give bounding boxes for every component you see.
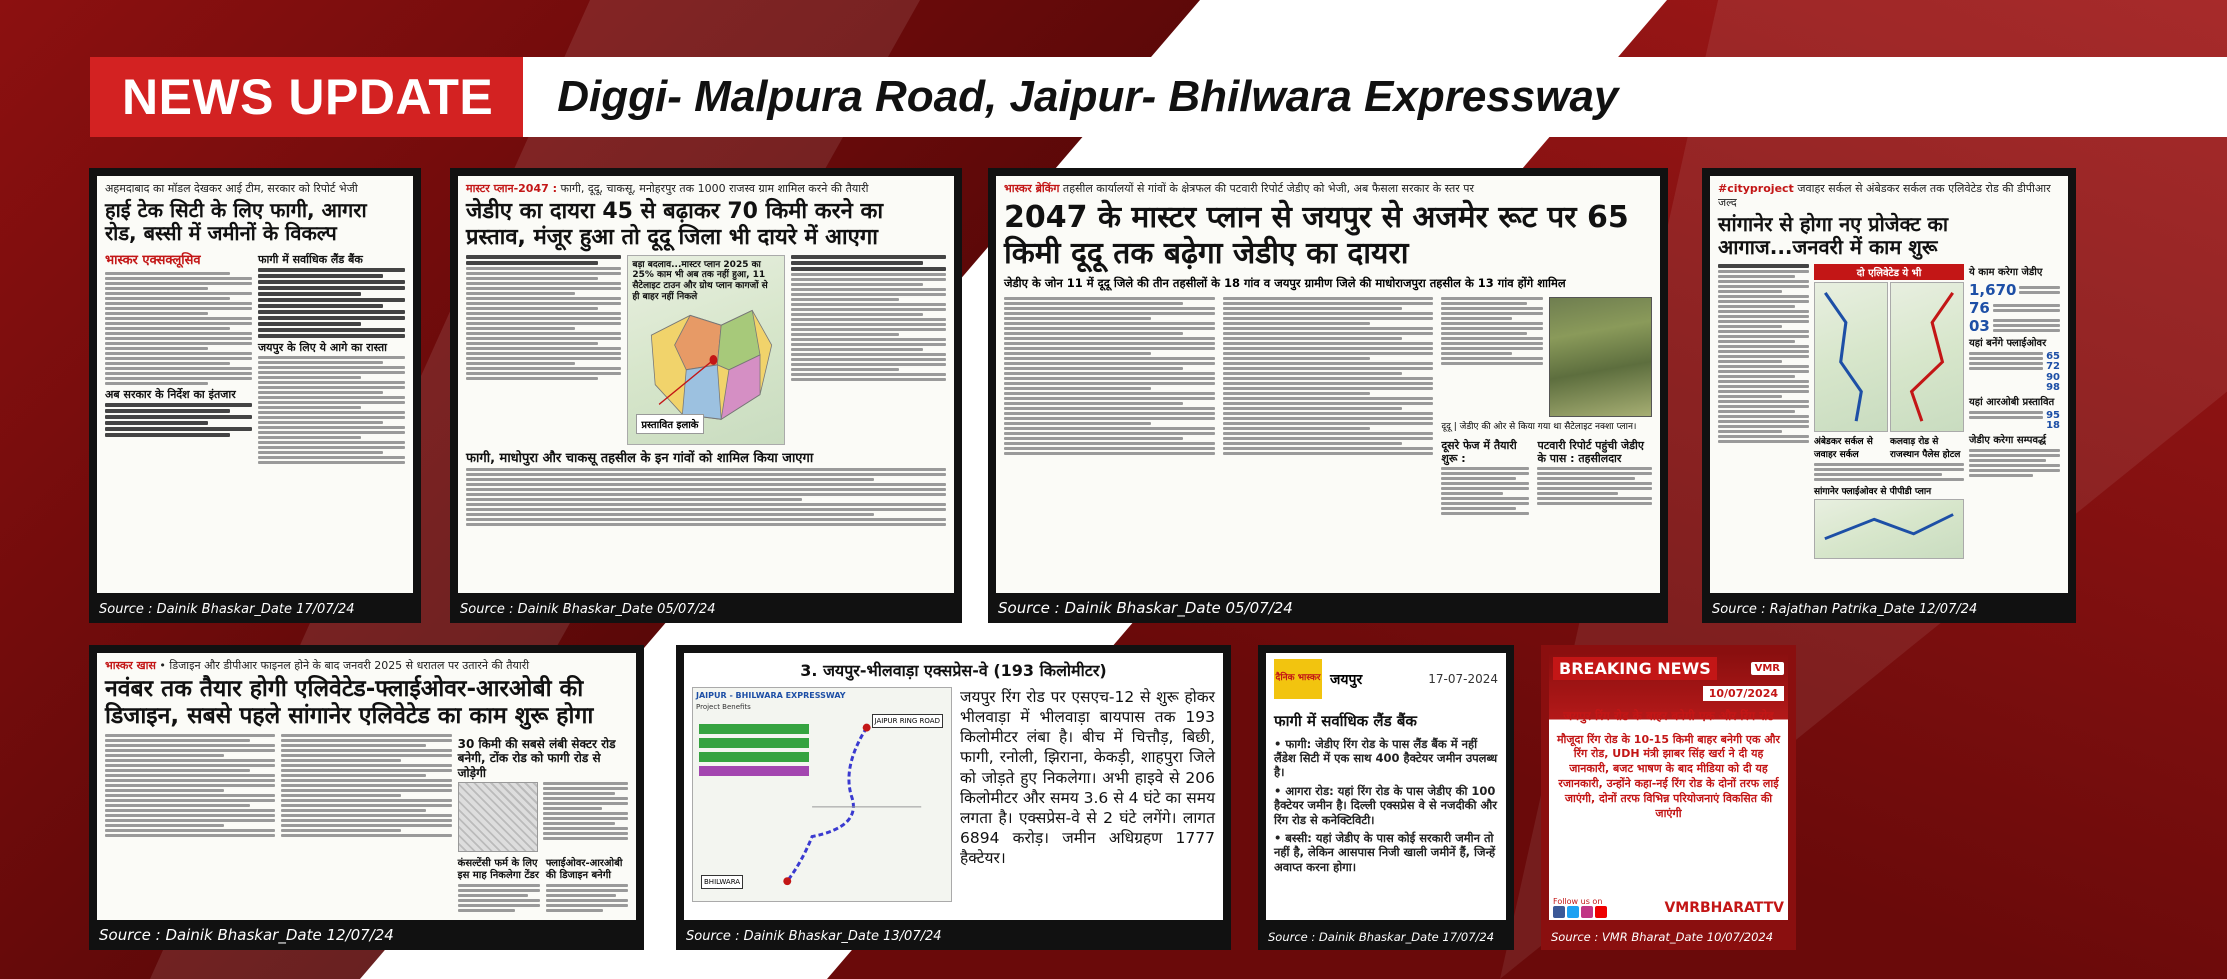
clipping-kicker-tag: #cityproject <box>1718 182 1794 195</box>
news-clipping <box>1541 645 1796 950</box>
map-tag: प्रस्तावित इलाके <box>636 414 703 434</box>
youtube-icon[interactable] <box>1595 906 1607 918</box>
clipping-source: Source : VMR Bharat_Date 10/07/2024 <box>1551 930 1774 944</box>
clipping-subhead: पटवारी रिपोर्ट पहुंची जेडीए के पास : तहसीलदार <box>1537 438 1644 465</box>
clipping-subhead: दूसरे फेज में तैयारी शुरू : <box>1441 438 1517 465</box>
clipping-date: 17-07-2024 <box>1428 672 1498 686</box>
stat-number: 65 <box>2046 350 2060 362</box>
clipping-deck: जेडीए के जोन 11 में दूदू जिले की तीन तहसीलों के 18 गांव व जयपुर ग्रामीण जिले की माधोराजपुरा तहसील के 13 गांव होंगे शामिल <box>1004 275 1566 290</box>
route-map <box>1814 499 1964 559</box>
clipping-headline: जेडीए का दायरा 45 से बढ़ाकर 70 किमी करने का प्रस्ताव, मंजूर हुआ तो दूदू जिला भी दायरे में आएगा <box>466 198 884 250</box>
clipping-kicker: डिजाइन और डीपीआर फाइनल होने के बाद जनवरी 2025 से धरातल पर उतारने की तैयारी <box>169 659 530 672</box>
clipping-source: Source : Dainik Bhaskar_Date 05/07/24 <box>998 599 1293 617</box>
breaking-body: मौजूदा रिंग रोड के 10-15 किमी बाहर बनेगी एक और रिंग रोड, UDH मंत्री झाबर सिंह खर्रा ने दी यह जानकारी, बजट भाषण के बाद मीडिया को दी यह रजानकारी, उन्होंने कहा-नई रिंग रोड के दोनों तरफ लाई जाएंगी, दोनों तरफ विभिन्न परियोजनाएं विकसित की जाएंगी <box>1556 732 1781 820</box>
stat-number: 72 <box>2046 361 2060 373</box>
channel-handle: VMRBHARATTV <box>1664 899 1784 916</box>
illustration <box>458 782 538 852</box>
map-label: सांगानेर फ्लाईओवर से पीपीडी प्लान <box>1814 486 1932 497</box>
clipping-subhead: जेडीए करेगा सम्पवर्द्ध <box>1969 434 2047 446</box>
clipping-brand: भास्कर खास <box>105 659 156 672</box>
news-clipping <box>676 645 1231 950</box>
breaking-headline: जयपुर रिंग रोड के बाहर बनेगी एक और रिंग रोड <box>1563 709 1774 723</box>
clipping-headline: सांगानेर से होगा नए प्रोजेक्ट का आगाज...जनवरी में काम शुरू <box>1718 211 1949 260</box>
route-line <box>1815 500 1963 558</box>
clipping-brand: भास्कर एक्सक्लूसिव <box>105 252 201 268</box>
twitter-icon[interactable] <box>1567 906 1579 918</box>
clipping-content: भास्कर खास • डिजाइन और डीपीआर फाइनल होने के बाद जनवरी 2025 से धरातल पर उतारने की तैयारी नवंबर तक तैयार होगी एलिवेटेड-फ्लाईओवर-आरओबी की डिजाइन, सबसे पहले सांगानेर एलिवेटेड का काम शुरू होगा 30 किमी की सबसे लंबी सेक्टर रोड बनेगी, टोंक रोड को फागी रोड से जोड़ेगी कंसल्टेंसी फर्म के लिए इस माह निकलेगा टेंडर फ्लाईओवर-आरओबी की डिजाइन बनेगी <box>97 653 636 920</box>
clipping-subhead: अब सरकार के निर्देश का इंतजार <box>105 387 236 401</box>
instagram-icon[interactable] <box>1581 906 1593 918</box>
stat-number: 98 <box>2046 382 2060 394</box>
news-clipping <box>1258 645 1514 950</box>
header-banner <box>90 57 2227 137</box>
news-update-badge: NEWS UPDATE <box>90 57 523 137</box>
page-title: Diggi- Malpura Road, Jaipur- Bhilwara Expressway <box>557 72 1619 121</box>
clipping-headline: हाई टेक सिटी के लिए फागी, आगरा रोड, बस्सी में जमीनों के विकल्प <box>105 197 367 246</box>
clipping-kicker: अहमदाबाद का मॉडल देखकर आई टीम, सरकार को रिपोर्ट भेजी <box>105 182 358 195</box>
clipping-subhead: यहां बनेंगे फ्लाईओवर <box>1969 337 2047 349</box>
clipping-subhead: यहां आरओबी प्रस्तावित <box>1969 396 2055 408</box>
satellite-photo <box>1549 297 1652 417</box>
clipping-city: जयपुर <box>1330 671 1363 688</box>
clipping-brand: भास्कर ब्रेकिंग <box>1004 182 1060 195</box>
clipping-title: 3. जयपुर-भीलवाड़ा एक्सप्रेस-वे (193 किलोमीटर) <box>800 661 1107 680</box>
map-box: JAIPUR RING ROAD <box>872 714 943 728</box>
clipping-subhead: 30 किमी की सबसे लंबी सेक्टर रोड बनेगी, टोंक रोड को फागी रोड से जोड़ेगी <box>457 737 616 780</box>
clipping-body: जयपुर रिंग रोड पर एसएच-12 से शुरू होकर भीलवाड़ा में भीलवाड़ा बायपास तक 193 किलोमीटर लंबा है। बीच में चित्तौड़, बिछी, फागी, रनोली, झिराना, केकड़ी, शाहपुरा जिले को जोड़ते हुए निकलेगा। अभी हाइवे से 206 किलोमीटर और समय 3.6 से 4 घंटे का समय लगता है। एक्सप्रेस-वे से 2 घंटे लगेंगे। लागत 6894 करोड़। जमीन अधिग्रहण 1777 हैक्टेयर। <box>960 688 1215 868</box>
stat-number: 90 <box>2046 371 2060 383</box>
map-label: अंबेडकर सर्कल से जवाहर सर्कल <box>1814 436 1873 460</box>
district-map <box>627 255 784 445</box>
clipping-kicker: तहसील कार्यालयों से गांवों के क्षेत्रफल की पटवारी रिपोर्ट जेडीए को भेजी, अब फैसला सरकार के स्तर पर <box>1062 182 1475 195</box>
clipping-source: Source : Rajathan Patrika_Date 12/07/24 <box>1712 602 1978 617</box>
clipping-content <box>1266 653 1506 920</box>
clipping-sidebar-title: फागी में सर्वाधिक लैंड बैंक <box>258 252 363 266</box>
clipping-content <box>458 176 954 593</box>
clipping-kicker-tag: मास्टर प्लान-2047 : <box>466 182 557 195</box>
clipping-source: Source : Dainik Bhaskar_Date 17/07/24 <box>1268 930 1495 944</box>
route-line <box>1891 283 1963 431</box>
stat-value: 03 <box>1969 316 1990 335</box>
news-clipping <box>89 168 421 623</box>
map-subtitle: Project Benefits <box>696 703 751 711</box>
stat-number: 18 <box>2046 420 2060 432</box>
clipping-kicker: जवाहर सर्कल से अंबेडकर सर्कल तक एलिवेटेड रोड की डीपीआर जल्द <box>1718 182 2051 209</box>
breaking-news-label: BREAKING NEWS <box>1553 657 1717 680</box>
clipping-headline: नवंबर तक तैयार होगी एलिवेटेड-फ्लाईओवर-आरओबी की डिजाइन, सबसे पहले सांगानेर एलिवेटेड का काम शुरू होगा <box>105 675 594 729</box>
clipping-kicker: फागी, दूदू, चाकसू, मनोहरपुर तक 1000 राजस्व ग्राम शामिल करने की तैयारी <box>560 182 869 195</box>
clipping-source: Source : Dainik Bhaskar_Date 12/07/24 <box>99 926 394 944</box>
route-map <box>1814 282 1888 432</box>
clipping-headline: 2047 के मास्टर प्लान से जयपुर से अजमेर रूट पर 65 किमी दूदू तक बढ़ेगा जेडीए का दायरा <box>1004 199 1629 271</box>
clipping-subhead: फ्लाईओवर-आरओबी की डिजाइन बनेगी <box>545 858 623 882</box>
clipping-content <box>1710 176 2068 593</box>
map-title: दो एलिवेटेड ये भी <box>1814 264 1964 280</box>
news-clipping <box>89 645 644 950</box>
stat-number: 95 <box>2046 409 2060 421</box>
route-map <box>1890 282 1964 432</box>
clipping-bullet: • बस्सी: यहां जेडीए के पास कोई सरकारी जमीन तो नहीं है, लेकिन आसपास निजी खाली जमीनें हैं, जिन्हें अवाप्त करना होगा। <box>1274 830 1496 874</box>
map-label: कलवाड़ रोड से राजस्थान पैलेस होटल <box>1890 436 1961 460</box>
clipping-source: Source : Dainik Bhaskar_Date 13/07/24 <box>686 929 942 944</box>
route-line <box>1815 283 1887 431</box>
breaking-date: 10/07/2024 <box>1703 686 1784 701</box>
social-icons <box>1553 906 1607 918</box>
follow-label: Follow us on <box>1553 897 1603 906</box>
clipping-subhead: कंसल्टेंसी फर्म के लिए इस माह निकलेगा टेंडर <box>457 858 539 882</box>
channel-logo: VMR <box>1751 662 1784 675</box>
clipping-content <box>996 176 1660 593</box>
clipping-subhead: जयपुर के लिए ये आगे का रास्ता <box>258 341 387 355</box>
photo-caption: दूदू | जेडीए की ओर से किया गया था सैटेलाइट नक्शा प्लान। <box>1441 421 1637 432</box>
clipping-bullet: • फागी: जेडीए रिंग रोड के पास लैंड बैंक में नहीं लैंडेश सिटी में एक साथ 400 हैक्टेयर जमीन उपलब्ध है। <box>1274 736 1498 780</box>
clipping-subhead: ये काम करेगा जेडीए <box>1969 266 2043 278</box>
news-clipping <box>450 168 962 623</box>
newspaper-logo: दैनिक भास्कर <box>1274 659 1322 699</box>
news-clipping <box>988 168 1668 623</box>
stat-value: 1,670 <box>1969 280 2017 299</box>
clipping-subhead: फागी, माधोपुरा और चाकसू तहसील के इन गांवों को शामिल किया जाएगा <box>466 450 814 466</box>
facebook-icon[interactable] <box>1553 906 1565 918</box>
clipping-content <box>684 653 1223 920</box>
clipping-source: Source : Dainik Bhaskar_Date 17/07/24 <box>99 602 355 617</box>
clipping-content <box>1549 653 1788 920</box>
clipping-bullet: • आगरा रोड: यहां रिंग रोड के पास जेडीए की 100 हैक्टेयर जमीन है। दिल्ली एक्सप्रेस वे से नजदीकी और रिंग रोड से कनेक्टिविटी। <box>1274 783 1497 827</box>
clipping-source: Source : Dainik Bhaskar_Date 05/07/24 <box>460 602 716 617</box>
clipping-content <box>97 176 413 593</box>
map-caption: बड़ा बदलाव...मास्टर प्लान 2025 का 25% काम भी अब तक नहीं हुआ, 11 सैटेलाइट टाउन और ग्रोथ प्लान कागजों से ही बाहर नहीं निकले <box>632 259 768 303</box>
expressway-map <box>692 687 952 902</box>
map-title: JAIPUR - BHILWARA EXPRESSWAY <box>696 691 846 700</box>
stat-value: 76 <box>1969 298 1990 317</box>
clipping-headline: फागी में सर्वाधिक लैंड बैंक <box>1274 712 1417 730</box>
map-box: BHILWARA <box>701 875 743 889</box>
news-clipping <box>1702 168 2076 623</box>
